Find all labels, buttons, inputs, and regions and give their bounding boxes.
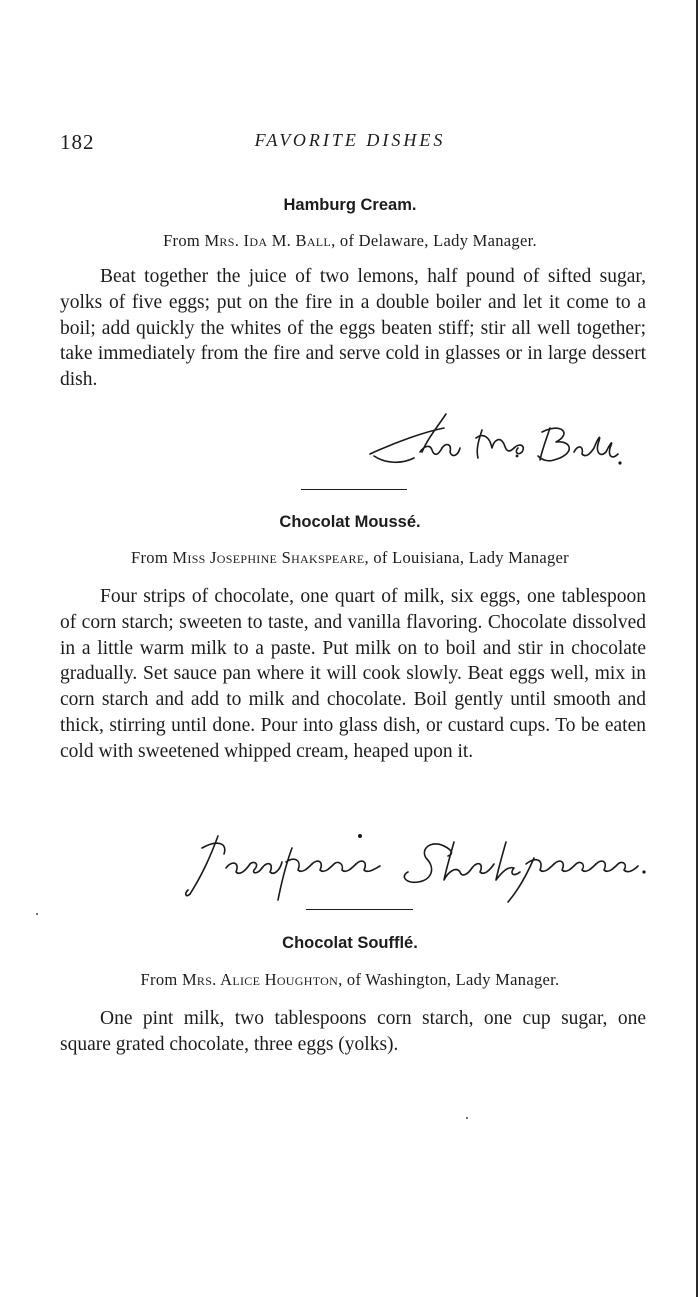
- recipe-body-chocolat-souffle: One pint milk, two tablespoons corn starch, one cup sugar, one square grated chocolate, three eggs (yolks).: [60, 1008, 646, 1055]
- recipe-title-chocolat-mousse: Chocolat Moussé.: [279, 513, 421, 531]
- attribution-josephine-shakspeare: [0, 548, 700, 568]
- attribution-prefix: From: [163, 231, 205, 250]
- attribution-name: Mrs. Ida M. Ball: [204, 231, 332, 250]
- attribution-name: Mrs. Alice Houghton: [181, 970, 339, 989]
- attribution-suffix: , of Delaware, Lady Manager.: [331, 231, 537, 250]
- recipe-body-chocolat-mousse: Four strips of chocolate, one quart of milk, six eggs, one tablespoon of corn starch; sweeten to taste, and vanilla flavoring. Chocolate dissolved in a little warm milk to a paste. Put milk on to boil and stir in chocolate gradually. Set sauce pan where it will cook slowly. Beat eggs well, mix in corn starch and add to milk and chocolate. Boil gently until smooth and thick, stirring until done. Pour into glass dish, or custard cups. To be eaten cold with sweetened whipped cream, heaped upon it.: [60, 586, 646, 762]
- page-number: 182: [60, 130, 95, 154]
- recipe-body-hamburg-cream: Beat together the juice of two lemons, half pound of sifted sugar, yolks of five eggs; put on the fire in a double boiler and let it come to a boil; add quickly the whites of the eggs beaten stiff; stir all well together; take immediately from the fire and serve cold in glasses or in large dessert dish.: [60, 266, 646, 391]
- section-separator: [301, 489, 407, 490]
- section-separator: [306, 909, 413, 910]
- attribution-prefix: From: [140, 970, 182, 989]
- scan-speck: [36, 913, 38, 915]
- attribution-suffix: , of Louisiana, Lady Manager: [364, 548, 569, 567]
- running-head: FAVORITE DISHES: [254, 130, 446, 150]
- recipe-title-hamburg-cream: Hamburg Cream.: [283, 196, 417, 214]
- attribution-alice-houghton: [0, 970, 700, 990]
- scan-speck: [466, 1117, 468, 1119]
- attribution-prefix: From: [131, 548, 173, 567]
- signature-josephine-shakspeare: [182, 828, 652, 908]
- recipe-title-chocolat-souffle: Chocolat Soufflé.: [282, 934, 418, 952]
- attribution-ida-ball: [0, 231, 700, 251]
- attribution-suffix: , of Washington, Lady Manager.: [338, 970, 560, 989]
- attribution-name: Miss Josephine Shakspeare: [172, 548, 365, 567]
- page-edge-rule: [696, 0, 698, 1297]
- signature-ida-m-ball: [366, 408, 626, 474]
